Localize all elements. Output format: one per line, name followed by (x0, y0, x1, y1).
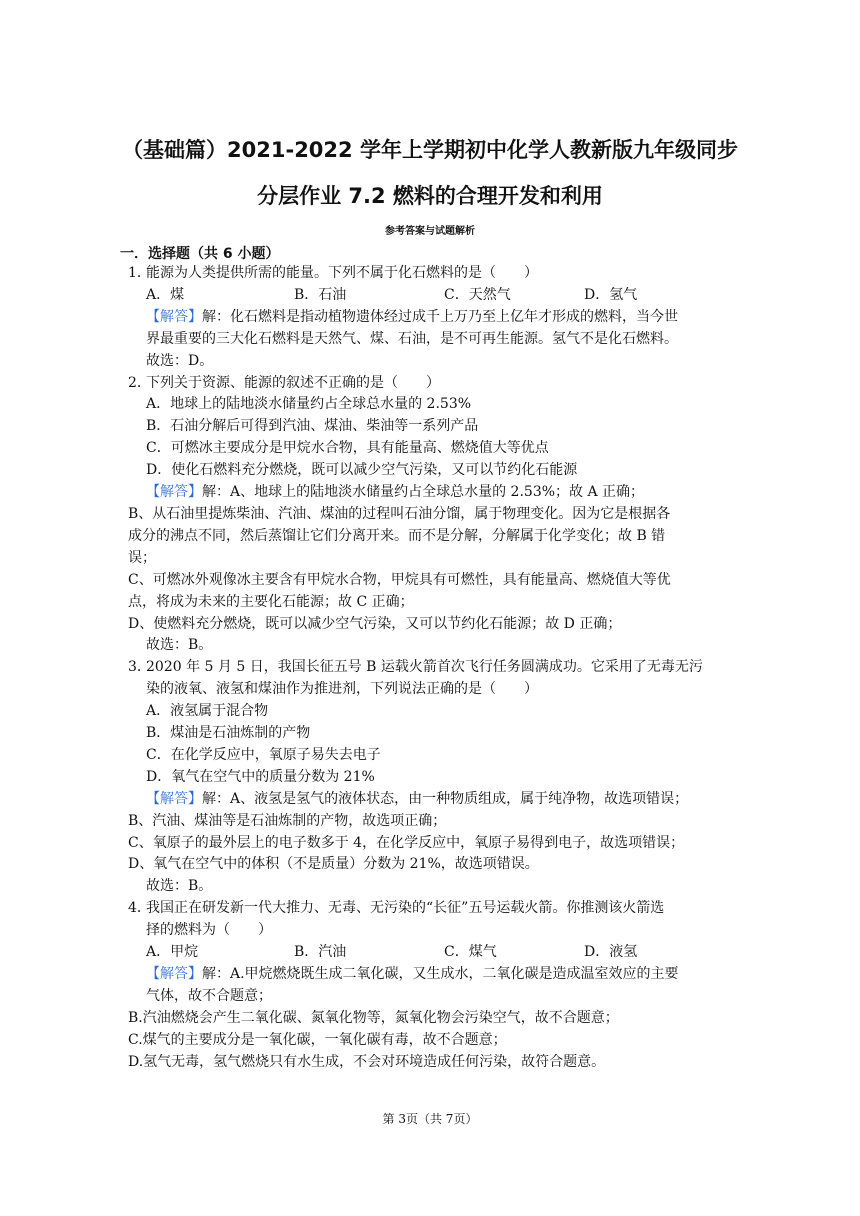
analysis-line: B、从石油里提炼柴油、汽油、煤油的过程叫石油分馏，属于物理变化。因为它是根据各 (128, 505, 671, 522)
analysis-line: 【解答】解：A、液氢是氢气的液体状态，由一种物质组成，属于纯净物，故选项错误； (146, 790, 689, 807)
question-4 (128, 898, 740, 1073)
analysis-line: C、可燃冰外观像冰主要含有甲烷水合物，甲烷具有可燃性，具有能量高、燃烧值大等优 (128, 571, 671, 588)
analysis-line: D、使燃料充分燃烧，既可以减少空气污染，又可以节约化石能源；故 D 正确； (128, 615, 622, 632)
question-number: 2． (128, 374, 151, 391)
analysis-line: 【解答】解：A.甲烷燃烧既生成二氧化碳，又生成水，二氧化碳是造成温室效应的主要 (146, 966, 679, 982)
stem-line: 2020 年 5 月 5 日，我国长征五号 B 运载火箭首次飞行任务圆满成功。它采用了无毒无污 (146, 659, 703, 676)
option-c: C．天然气 (444, 286, 511, 303)
stem-line: 染的液氧、液氢和煤油作为推进剂，下列说法正确的是（ ） (146, 681, 538, 698)
analysis-line: 故选：B。 (146, 637, 213, 654)
option-d: D．使化石燃料充分燃烧，既可以减少空气污染，又可以节约化石能源 (146, 462, 578, 479)
analysis-line: 成分的沸点不同，然后蒸馏让它们分离开来。而不是分解，分解属于化学变化；故 B 错 (128, 527, 666, 544)
analysis-line: 界最重要的三大化石燃料是天然气、煤、石油，是不可再生能源。氢气不是化石燃料。 (146, 330, 678, 347)
question-2 (128, 373, 740, 658)
option-a: A．甲烷 (146, 944, 199, 961)
analysis-line: C.煤气的主要成分是一氧化碳，一氧化碳有毒，故不合题意； (128, 1031, 507, 1048)
option-c: C．可燃冰主要成分是甲烷水合物，具有能量高、燃烧值大等优点 (146, 440, 549, 457)
options-row (128, 285, 740, 307)
option-a: A．煤 (146, 286, 185, 303)
answer-tag: 【解答】 (146, 308, 202, 325)
question-list (128, 263, 740, 1074)
analysis-line: C、氧原子的最外层上的电子数多于 4，在化学反应中，氧原子易得到电子，故选项错误； (128, 834, 685, 851)
question-number: 4． (128, 900, 151, 917)
stem-line: 择的燃料为（ ） (146, 922, 272, 939)
analysis-line: 点，将成为未来的主要化石能源；故 C 正确； (128, 593, 414, 610)
answer-tag: 【解答】 (146, 966, 202, 982)
question-number: 3． (128, 659, 151, 676)
question-stem (128, 263, 740, 285)
analysis-line: 误； (128, 549, 156, 566)
question-1 (128, 263, 740, 373)
question-stem (128, 898, 740, 942)
option-d: D．氢气 (584, 286, 638, 303)
option-b: B．石油 (294, 286, 347, 303)
option-b: B．汽油 (294, 944, 347, 961)
option-a: A．地球上的陆地淡水储量约占全球总水量的 2.53% (146, 396, 472, 413)
option-c: C．在化学反应中，氧原子易失去电子 (146, 746, 381, 763)
options-row (128, 942, 740, 964)
analysis-line: B、汽油、煤油等是石油炼制的产物，故选项正确； (128, 812, 447, 829)
option-b: B．石油分解后可得到汽油、煤油、柴油等一系列产品 (146, 418, 479, 435)
analysis-line: D、氧气在空气中的体积（不是质量）分数为 21%，故选项错误。 (128, 856, 539, 873)
document-subtitle: 参考答案与试题解析 (385, 226, 475, 237)
document-title-line-1: （基础篇）2021-2022 学年上学期初中化学人教新版九年级同步 (122, 138, 738, 162)
stem-line: 我国正在研发新一代大推力、无毒、无污染的“长征”五号运载火箭。你推测该火箭选 (146, 900, 665, 917)
option-b: B．煤油是石油炼制的产物 (146, 725, 311, 742)
question-number: 1． (128, 265, 151, 281)
analysis-line: 故选：D。 (146, 352, 214, 369)
option-d: D．氧气在空气中的质量分数为 21% (146, 768, 375, 785)
stem-line: 下列关于资源、能源的叙述不正确的是（ ） (146, 374, 440, 391)
question-stem (128, 373, 740, 395)
answer-tag: 【解答】 (146, 484, 202, 501)
option-a: A．液氢属于混合物 (146, 703, 269, 720)
analysis-line: 故选：B。 (146, 878, 213, 895)
option-d: D．液氢 (584, 944, 638, 961)
answer-tag: 【解答】 (146, 790, 202, 807)
question-stem (128, 657, 740, 701)
section-heading: 一．选择题（共 6 小题） (120, 246, 280, 262)
analysis-line: 【解答】解：A、地球上的陆地淡水储量约占全球总水量的 2.53%；故 A 正确； (146, 484, 645, 501)
analysis-line: 气体，故不合题意； (146, 987, 272, 1004)
page-footer: 第 3页（共 7页） (382, 1112, 478, 1126)
analysis-line: D.氢气无毒，氢气燃烧只有水生成，不会对环境造成任何污染，故符合题意。 (128, 1053, 606, 1070)
question-3 (128, 657, 740, 898)
analysis-line: B.汽油燃烧会产生二氧化碳、氮氧化物等，氮氧化物会污染空气，故不合题意； (128, 1009, 619, 1026)
analysis-line: 【解答】解：化石燃料是指动植物遗体经过成千上万乃至上亿年才形成的燃料，当今世 (146, 308, 678, 325)
document-title-line-2: 分层作业 7.2 燃料的合理开发和利用 (257, 184, 603, 208)
stem-line: 能源为人类提供所需的能量。下列不属于化石燃料的是（ ） (146, 265, 538, 281)
option-c: C．煤气 (444, 944, 497, 961)
